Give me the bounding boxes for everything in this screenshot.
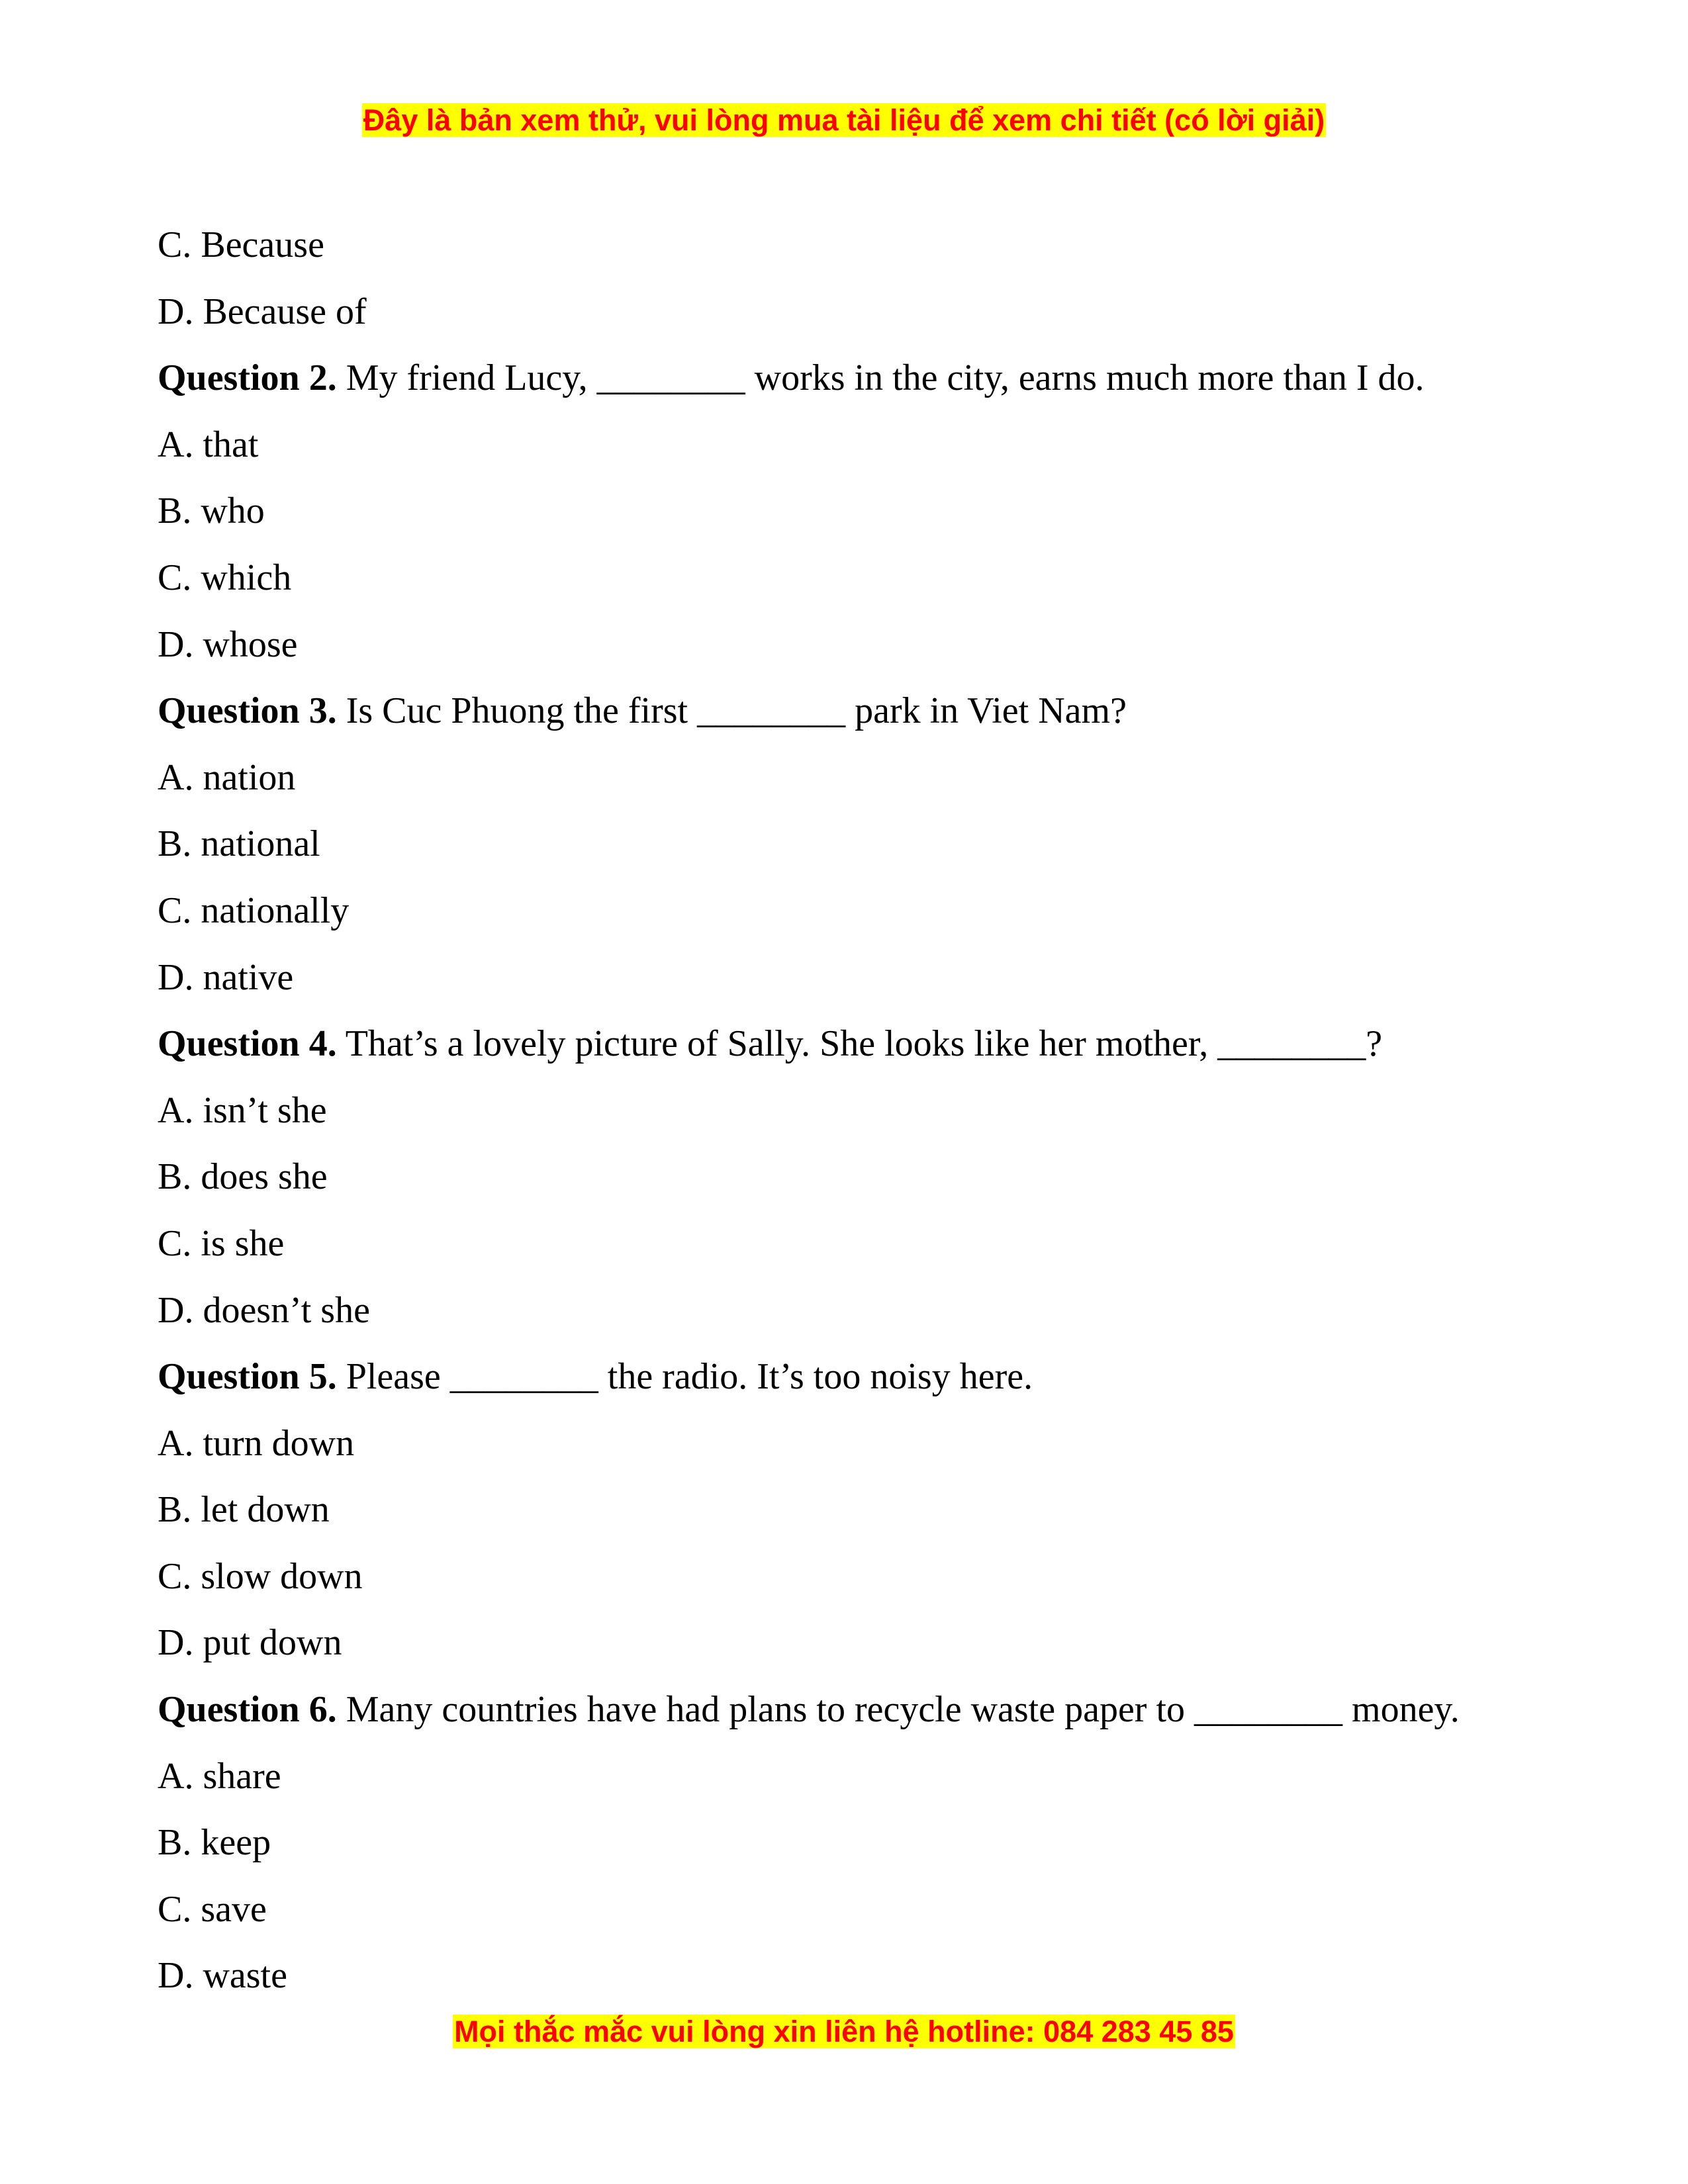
- hotline-text: Mọi thắc mắc vui lòng xin liên hệ hotline: 084 283 45 85: [454, 2015, 1234, 2048]
- question-label: Question 5.: [158, 1356, 337, 1398]
- option-5c: C. slow down: [158, 1555, 363, 1597]
- option-6a: A. share: [158, 1755, 281, 1797]
- option-3a: A. nation: [158, 756, 296, 798]
- option-1c: C. Because: [158, 224, 324, 265]
- question-label: Question 6.: [158, 1689, 337, 1731]
- option-3b: B. national: [158, 823, 320, 865]
- option-4b: B. does she: [158, 1156, 328, 1198]
- option-3c: C. nationally: [158, 889, 350, 931]
- option-1d: D. Because of: [158, 291, 367, 332]
- document-body: [158, 212, 1548, 2009]
- option-4c: C. is she: [158, 1222, 285, 1264]
- option-6c: C. save: [158, 1888, 267, 1930]
- option-6d: D. waste: [158, 1955, 287, 1997]
- option-3d: D. native: [158, 956, 294, 998]
- option-4d: D. doesn’t she: [158, 1289, 370, 1331]
- option-5b: B. let down: [158, 1489, 330, 1531]
- question-text: Is Cuc Phuong the first ________ park in Viet Nam?: [336, 690, 1127, 732]
- option-4a: A. isn’t she: [158, 1089, 327, 1131]
- hotline-banner: [0, 2012, 1688, 2052]
- option-2c: C. which: [158, 557, 292, 598]
- question-label: Question 4.: [158, 1023, 337, 1065]
- question-2: [158, 345, 1548, 412]
- preview-notice-banner: [0, 101, 1688, 140]
- question-label: Question 2.: [158, 357, 337, 399]
- option-5a: A. turn down: [158, 1422, 355, 1464]
- option-2b: B. who: [158, 490, 265, 532]
- question-text: My friend Lucy, ________ works in the city, earns much more than I do.: [336, 357, 1425, 399]
- question-text: Many countries have had plans to recycle waste paper to ________ money.: [336, 1689, 1460, 1731]
- question-label: Question 3.: [158, 690, 337, 732]
- option-2d: D. whose: [158, 623, 298, 665]
- question-4: [158, 1011, 1548, 1077]
- question-text: That’s a lovely picture of Sally. She looks like her mother, ________?: [336, 1023, 1383, 1065]
- question-3: [158, 678, 1548, 745]
- option-5d: D. put down: [158, 1622, 342, 1664]
- preview-notice-text: Đây là bản xem thử, vui lòng mua tài liệu để xem chi tiết (có lời giải): [363, 103, 1325, 137]
- question-text: Please ________ the radio. It’s too noisy here.: [336, 1356, 1033, 1398]
- option-2a: A. that: [158, 424, 259, 465]
- question-5: [158, 1343, 1548, 1410]
- option-6b: B. keep: [158, 1822, 271, 1864]
- question-6: [158, 1676, 1548, 1743]
